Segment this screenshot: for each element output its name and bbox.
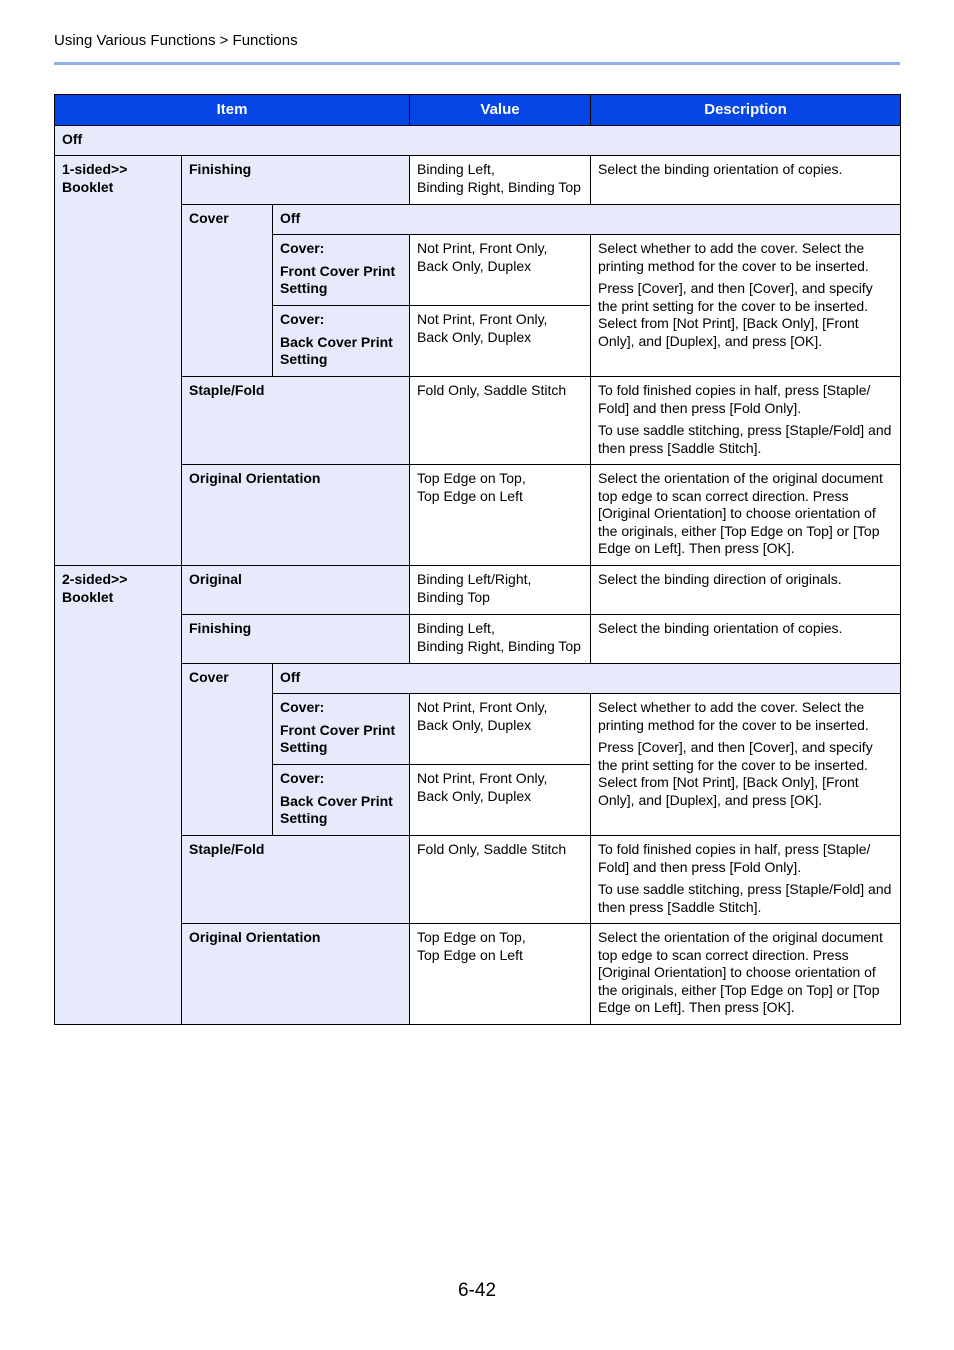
value-finishing: Binding Left, Binding Right, Binding Top [410,615,591,664]
item-staple-fold: Staple/Fold [182,377,410,465]
description-finishing: Select the binding orientation of copies. [591,156,901,205]
value-front-cover: Not Print, Front Only, Back Only, Duplex [410,694,591,765]
description-original: Select the binding direction of originals. [591,566,901,615]
item-cover: Cover [182,664,273,836]
value-original-orientation: Top Edge on Top, Top Edge on Left [410,465,591,566]
cover-off-option: Off [273,664,901,694]
description-cover: Select whether to add the cover. Select the printing method for the cover to be inserted. Press [Cover], and then [Cover], and specify the print setting for the cover to be inserted. Select from [Not Print], [Back Only], [Front Only], and [Duplex], and press [OK]. [591,235,901,377]
table-row [55,924,901,1025]
page-number: 6-42 [457,1280,497,1301]
table-row-off [55,126,901,156]
value-original-orientation: Top Edge on Top, Top Edge on Left [410,924,591,1025]
header-divider [54,62,900,65]
function-settings-table [54,94,901,1025]
description-original-orientation: Select the orientation of the original document top edge to scan correct direction. Press [Original Orientation] to choose orientation of the originals, either [Top Edge on Top] or [Top Edge on Left]. Then press [OK]. [591,465,901,566]
value-staple-fold: Fold Only, Saddle Stitch [410,377,591,465]
table-row [55,615,901,664]
item-finishing: Finishing [182,615,410,664]
item-back-cover-print-setting: Cover: Back Cover Print Setting [273,765,410,836]
cover-off-option: Off [273,205,901,235]
table-row [55,664,901,694]
breadcrumb: Using Various Functions > Functions [54,32,298,49]
table-row [55,465,901,566]
value-original: Binding Left/Right, Binding Top [410,566,591,615]
description-cover: Select whether to add the cover. Select the printing method for the cover to be inserted. Press [Cover], and then [Cover], and specify the print setting for the cover to be inserted. Select from [Not Print], [Back Only], [Front Only], and [Duplex], and press [OK]. [591,694,901,836]
item-original-orientation: Original Orientation [182,465,410,566]
item-finishing: Finishing [182,156,410,205]
table-row [55,377,901,465]
description-staple-fold: To fold finished copies in half, press [Staple/ Fold] and then press [Fold Only]. To use saddle stitching, press [Staple/Fold] and then press [Saddle Stitch]. [591,377,901,465]
value-back-cover: Not Print, Front Only, Back Only, Duplex [410,306,591,377]
group-label-2-sided-booklet: 2-sided>> Booklet [55,566,182,1025]
item-front-cover-print-setting: Cover: Front Cover Print Setting [273,235,410,306]
item-front-cover-print-setting: Cover: Front Cover Print Setting [273,694,410,765]
table-header-row [55,95,901,126]
item-staple-fold: Staple/Fold [182,836,410,924]
table-row [55,566,901,615]
item-original-orientation: Original Orientation [182,924,410,1025]
item-original: Original [182,566,410,615]
description-original-orientation: Select the orientation of the original document top edge to scan correct direction. Press [Original Orientation] to choose orientation of the originals, either [Top Edge on Top] or [Top Edge on Left]. Then press [OK]. [591,924,901,1025]
column-header-item: Item [55,95,410,126]
table-row [55,205,901,235]
off-option: Off [55,126,901,156]
table-row [55,836,901,924]
group-label-1-sided-booklet: 1-sided>> Booklet [55,156,182,566]
column-header-value: Value [410,95,591,126]
column-header-description: Description [591,95,901,126]
value-front-cover: Not Print, Front Only, Back Only, Duplex [410,235,591,306]
description-staple-fold: To fold finished copies in half, press [Staple/ Fold] and then press [Fold Only]. To use saddle stitching, press [Staple/Fold] and then press [Saddle Stitch]. [591,836,901,924]
table-row [55,156,901,205]
description-finishing: Select the binding orientation of copies. [591,615,901,664]
value-back-cover: Not Print, Front Only, Back Only, Duplex [410,765,591,836]
value-finishing: Binding Left, Binding Right, Binding Top [410,156,591,205]
item-cover: Cover [182,205,273,377]
value-staple-fold: Fold Only, Saddle Stitch [410,836,591,924]
item-back-cover-print-setting: Cover: Back Cover Print Setting [273,306,410,377]
